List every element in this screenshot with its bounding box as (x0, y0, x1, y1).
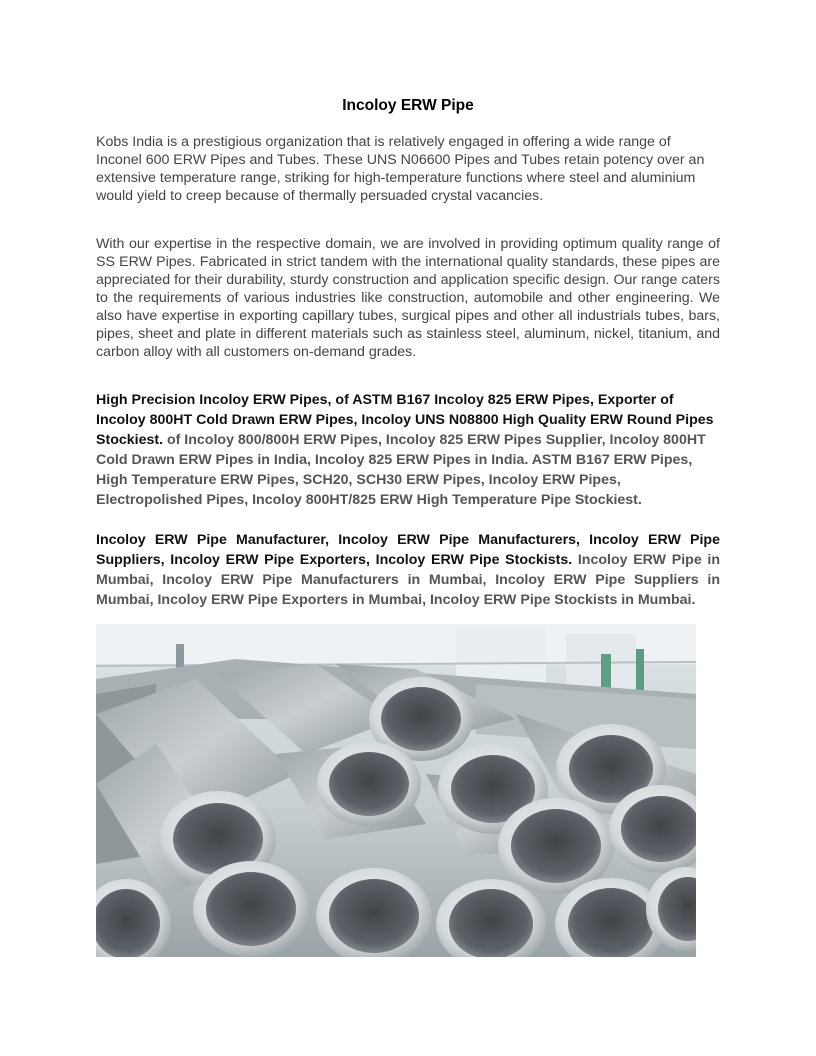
intro-paragraph: Kobs India is a prestigious organization that is relatively engaged in offering a wide range of Inconel 600 ERW Pipes and Tubes. These UNS N06600 Pipes and Tubes retain potency over an extensive temperature range, striking for high-temperature functions where steel and aluminium would yield to creep because of thermally persuaded crystal vacancies. (96, 134, 705, 204)
keywords-1-dark: High Precision Incoloy ERW Pipes, of ASTM B167 Incoloy 825 ERW Pipes, Exporter of Incoloy 800HT Cold Drawn ERW Pipes, Incoloy UNS N08800 High Quality ERW Round Pipes Stockiest. (96, 392, 714, 448)
keywords-2-dark: Incoloy ERW Pipe Manufacturer, Incoloy ERW Pipe Manufacturers, Incoloy ERW Pipe Suppliers, Incoloy ERW Pipe Exporters, Incoloy ERW Pipe Stockists. (96, 532, 720, 568)
pipes-photo (96, 624, 696, 957)
expertise-paragraph: With our expertise in the respective domain, we are involved in providing optimum quality range of SS ERW Pipes. Fabricated in strict tandem with the international quality standards, these pipes are appreciated for their durability, sturdy construction and application specific design. Our range caters to the requirements of various industries like construction, automobile and other engineering. We also have expertise in exporting capillary tubes, surgical pipes and other all industrials tubes, bars, pipes, sheet and plate in different materials such as stainless steel, aluminum, nickel, titanium, and carbon alloy with all customers on-demand grades. (96, 236, 720, 360)
keywords-paragraph-1 (96, 390, 720, 510)
keywords-2-grey: Incoloy ERW Pipe in Mumbai, Incoloy ERW Pipe Manufacturers in Mumbai, Incoloy ERW Pipe Suppliers in Mumbai, Incoloy ERW Pipe Exporters in Mumbai, Incoloy ERW Pipe Stockists in Mumbai. (96, 552, 720, 608)
keywords-1-grey: of Incoloy 800/800H ERW Pipes, Incoloy 825 ERW Pipes Supplier, Incoloy 800HT Cold Drawn ERW Pipes in India, Incoloy 825 ERW Pipes in India. ASTM B167 ERW Pipes, High Temperature ERW Pipes, SCH20, SCH30 ERW Pipes, Incoloy ERW Pipes, Electropolished Pipes, Incoloy 800HT/825 ERW High Temperature Pipe Stockiest. (96, 432, 706, 508)
keywords-paragraph-2 (96, 530, 720, 610)
page-title: Incoloy ERW Pipe (342, 97, 474, 114)
